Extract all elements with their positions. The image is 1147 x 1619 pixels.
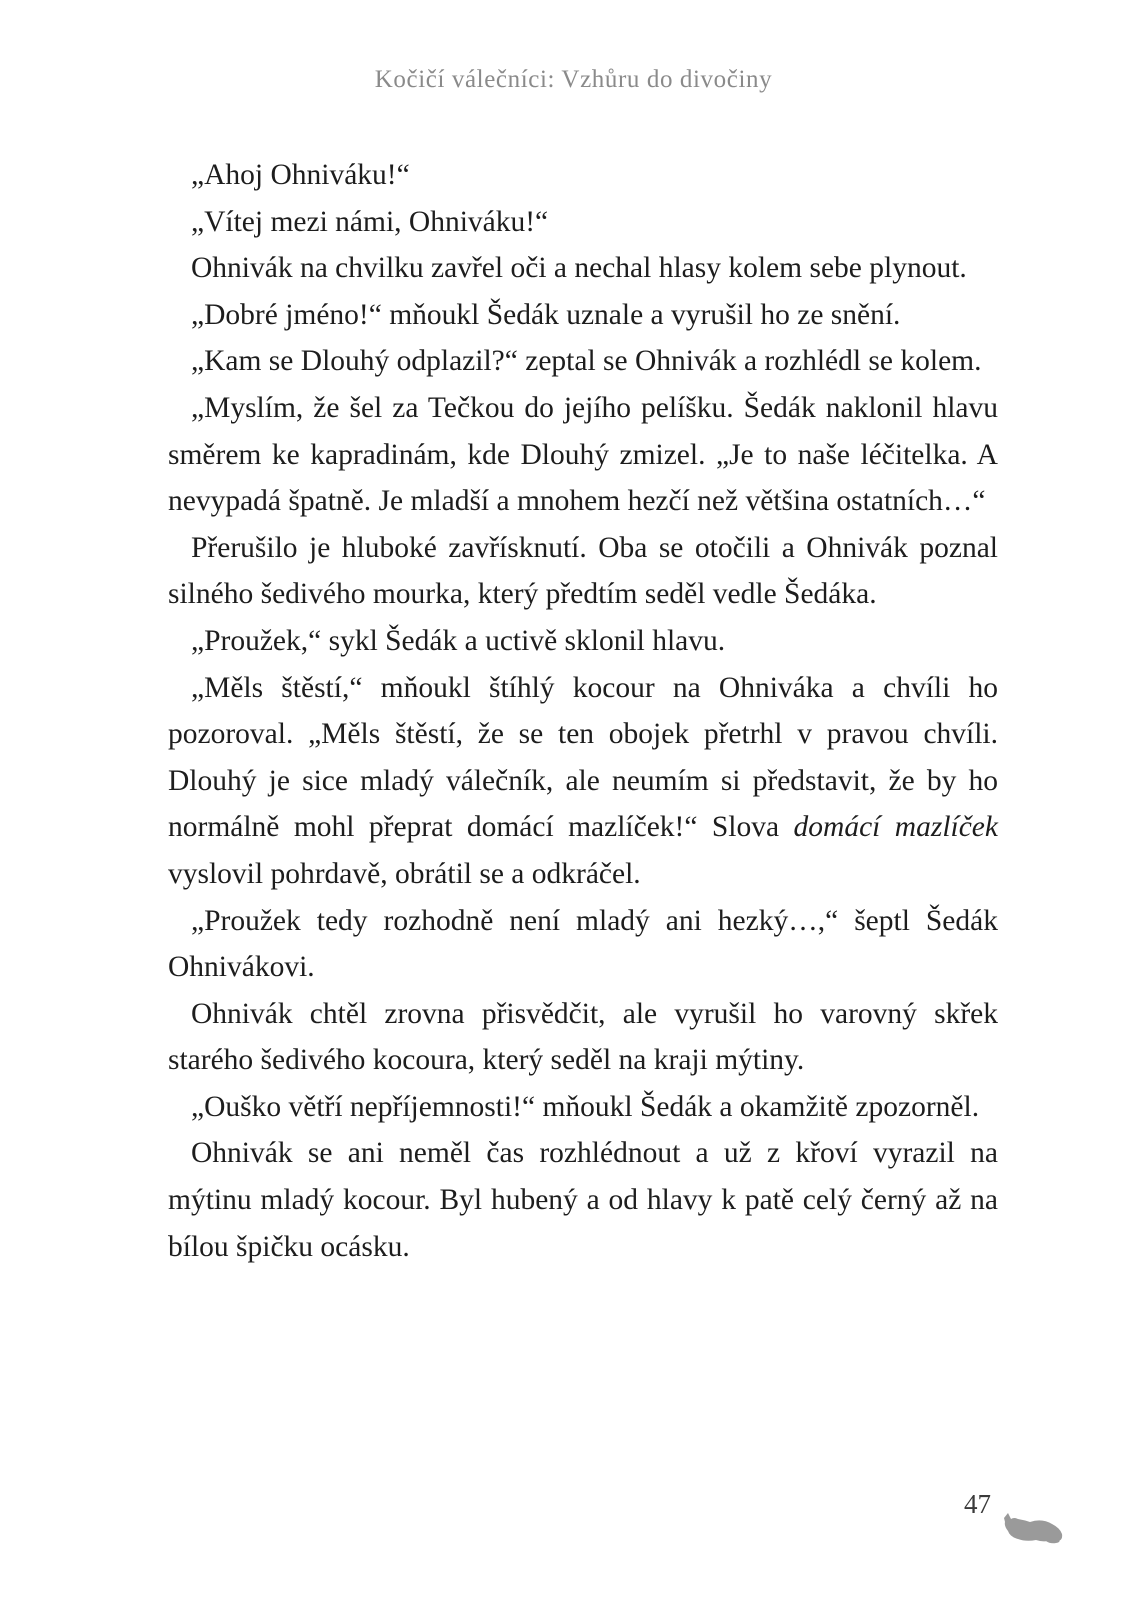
paragraph: Ohnivák chtěl zrovna přisvědčit, ale vyrušil ho varovný skřek starého šedivého kocoura, který seděl na kraji mýtiny. <box>168 997 998 1077</box>
paragraph: „Proužek tedy rozhodně není mladý ani hezký…,“ šeptl Šedák Ohnivákovi. <box>168 904 998 984</box>
paragraph: „Proužek,“ sykl Šedák a uctivě sklonil hlavu. <box>191 624 726 657</box>
cat-silhouette-icon <box>1002 1510 1064 1544</box>
paragraph <box>168 665 998 898</box>
paragraph: „Kam se Dlouhý odplazil?“ zeptal se Ohnivák a rozhlédl se kolem. <box>191 345 982 378</box>
paragraph: „Myslím, že šel za Tečkou do jejího pelíšku. Šedák naklonil hlavu směrem ke kapradinám, kde Dlouhý zmizel. „Je to naše léčitelka. A nevypadá špatně. Je mladší a mnohem hezčí než většina ostatních…“ <box>168 391 998 518</box>
body-text <box>168 152 998 1270</box>
paragraph: „Ahoj Ohniváku!“ <box>191 159 410 191</box>
running-header: Kočičí válečníci: Vzhůru do divočiny <box>374 66 773 93</box>
paragraph: „Vítej mezi námi, Ohniváku!“ <box>191 205 549 238</box>
paragraph: „Ouško větří nepříjemnosti!“ mňoukl Šedák a okamžitě zpozorněl. <box>191 1090 980 1123</box>
paragraph-text: „Měls štěstí,“ mňoukl štíhlý kocour na Ohniváka a chvíli ho pozoroval. „Měls štěstí, že se ten obojek přetrhl v pravou chvíli. Dlouhý je sice mladý válečník, ale neumím si představit, že by ho normálně mohl přeprat domácí mazlíček!“ Slova <box>168 671 998 844</box>
paragraph: Ohnivák se ani neměl čas rozhlédnout a už z křoví vyrazil na mýtinu mladý kocour. Byl hubený a od hlavy k patě celý černý až na bílou špičku ocásku. <box>168 1137 998 1263</box>
page-number: 47 <box>964 1489 991 1519</box>
paragraph: „Dobré jméno!“ mňoukl Šedák uznale a vyrušil ho ze snění. <box>191 298 901 331</box>
paragraph-text: vyslovil pohrdavě, obrátil se a odkráčel. <box>168 857 641 890</box>
paragraph: Ohnivák na chvilku zavřel oči a nechal hlasy kolem sebe plynout. <box>191 252 967 285</box>
paragraph: Přerušilo je hluboké zavřísknutí. Oba se otočili a Ohnivák poznal silného šedivého mourka, který předtím seděl vedle Šedáka. <box>168 531 998 611</box>
italic-emphasis: domácí mazlíček <box>793 811 998 844</box>
